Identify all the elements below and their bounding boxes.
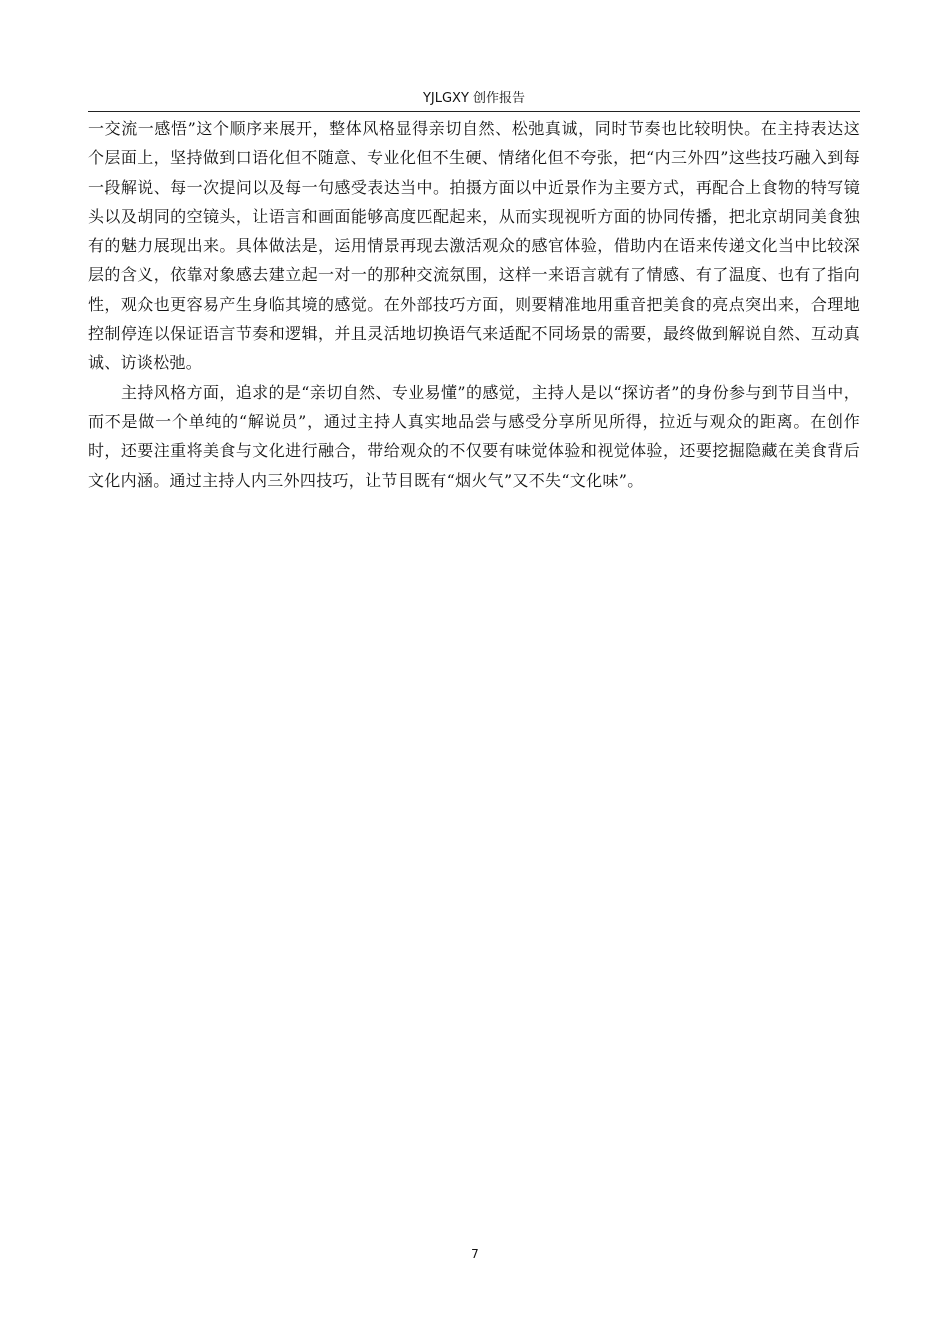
page-number: 7 xyxy=(471,1247,479,1261)
body-text xyxy=(88,114,860,495)
header-divider xyxy=(88,111,860,112)
paragraph-continued: 一交流一感悟”这个顺序来展开，整体风格显得亲切自然、松弛真诚，同时节奏也比较明快。在主持表达这个层面上，坚持做到口语化但不随意、专业化但不生硬、情绪化但不夸张，把“内三外四”这些技巧融入到每一段解说、每一次提问以及每一句感受表达当中。拍摄方面以中近景作为主要方式，再配合上食物的特写镜头以及胡同的空镜头，让语言和画面能够高度匹配起来，从而实现视听方面的协同传播，把北京胡同美食独有的魅力展现出来。具体做法是，运用情景再现去激活观众的感官体验，借助内在语来传递文化当中比较深层的含义，依靠对象感去建立起一对一的那种交流氛围，这样一来语言就有了情感、有了温度、也有了指向性，观众也更容易产生身临其境的感觉。在外部技巧方面，则要精准地用重音把美食的亮点突出来，合理地控制停连以保证语言节奏和逻辑，并且灵活地切换语气来适配不同场景的需要，最终做到解说自然、互动真诚、访谈松弛。 xyxy=(88,119,860,373)
paragraph-hosting-style: 主持风格方面，追求的是“亲切自然、专业易懂”的感觉，主持人是以“探访者”的身份参与到节目当中，而不是做一个单纯的“解说员”，通过主持人真实地品尝与感受分享所见所得，拉近与观众的距离。在创作时，还要注重将美食与文化进行融合，带给观众的不仅要有味觉体验和视觉体验，还要挖掘隐藏在美食背后文化内涵。通过主持人内三外四技巧，让节目既有“烟火气”又不失“文化味”。 xyxy=(88,382,860,490)
running-header: YJLGXY 创作报告 xyxy=(422,91,526,106)
